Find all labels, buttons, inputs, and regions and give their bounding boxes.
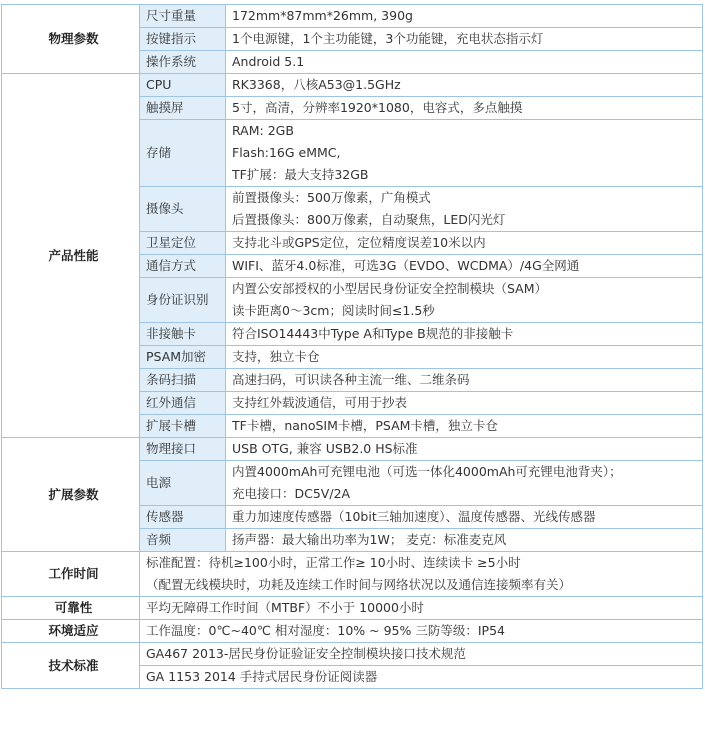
category-label: 环境适应	[2, 620, 140, 643]
category-label: 扩展参数	[2, 438, 140, 552]
spec-key: 非接触卡	[140, 323, 226, 346]
spec-value	[226, 506, 703, 529]
spec-value	[226, 438, 703, 461]
spec-value-line: 重力加速度传感器（10bit三轴加速度）、温度传感器、光线传感器	[232, 509, 596, 524]
spec-value	[226, 529, 703, 552]
spec-value-line: TF扩展：最大支持32GB	[232, 167, 369, 182]
spec-key: PSAM加密	[140, 346, 226, 369]
spec-key: 身份证识别	[140, 278, 226, 323]
spec-value	[226, 278, 703, 323]
spec-value-line: USB OTG, 兼容 USB2.0 HS标准	[232, 441, 418, 456]
spec-value-line: 平均无障碍工作时间（MTBF）不小于 10000小时	[146, 600, 424, 615]
spec-value-line: RAM: 2GB	[232, 123, 294, 138]
spec-key: 摄像头	[140, 187, 226, 232]
spec-key: 电源	[140, 461, 226, 506]
spec-value-line: Flash:16G eMMC,	[232, 145, 341, 160]
spec-value-line: 支持，独立卡仓	[232, 349, 320, 364]
spec-value: GA467 2013-居民身份证验证安全控制模块接口技术规范	[140, 643, 703, 666]
spec-value-line: 工作温度：0℃~40℃ 相对湿度：10% ~ 95% 三防等级：IP54	[146, 623, 505, 638]
spec-value	[140, 620, 703, 643]
spec-value	[140, 597, 703, 620]
spec-value	[226, 323, 703, 346]
category-label: 可靠性	[2, 597, 140, 620]
spec-value	[226, 232, 703, 255]
spec-value-line: 支持北斗或GPS定位，定位精度误差10米以内	[232, 235, 486, 250]
spec-value-line: 内置公安部授权的小型居民身份证安全控制模块（SAM）	[232, 281, 548, 296]
spec-value-line: 5寸，高清，分辨率1920*1080，电容式，多点触摸	[232, 100, 523, 115]
spec-row	[2, 438, 703, 461]
spec-value-line: 高速扫码，可识读各种主流一维、二维条码	[232, 372, 470, 387]
spec-row	[2, 643, 703, 666]
spec-key: 物理接口	[140, 438, 226, 461]
spec-table-body	[2, 5, 703, 689]
spec-key: 尺寸重量	[140, 5, 226, 28]
spec-value-line: 符合ISO14443中Type A和Type B规范的非接触卡	[232, 326, 514, 341]
spec-value-line: 读卡距离0～3cm；阅读时间≤1.5秒	[232, 303, 435, 318]
spec-value-line: 充电接口：DC5V/2A	[232, 486, 351, 501]
spec-key: 按键指示	[140, 28, 226, 51]
category-label: 物理参数	[2, 5, 140, 74]
spec-value	[226, 187, 703, 232]
spec-value-line: 172mm*87mm*26mm, 390g	[232, 8, 413, 23]
spec-value	[226, 346, 703, 369]
spec-value	[226, 28, 703, 51]
spec-value-line: 标准配置：待机≥100小时，正常工作≥ 10小时、连续读卡 ≥5小时	[146, 555, 521, 570]
spec-key: 通信方式	[140, 255, 226, 278]
spec-value	[226, 5, 703, 28]
spec-row	[2, 74, 703, 97]
spec-key: CPU	[140, 74, 226, 97]
spec-row	[2, 552, 703, 597]
spec-value-line: WIFI、蓝牙4.0标准，可选3G（EVDO、WCDMA）/4G全网通	[232, 258, 580, 273]
spec-key: 传感器	[140, 506, 226, 529]
spec-value	[226, 392, 703, 415]
spec-row	[2, 597, 703, 620]
spec-value-line: 1个电源键，1个主功能键，3个功能键，充电状态指示灯	[232, 31, 544, 46]
spec-value	[226, 51, 703, 74]
spec-key: 扩展卡槽	[140, 415, 226, 438]
spec-value	[226, 97, 703, 120]
spec-table	[1, 4, 703, 689]
spec-value-line: RK3368，八核A53@1.5GHz	[232, 77, 401, 92]
spec-key: 条码扫描	[140, 369, 226, 392]
spec-value	[226, 415, 703, 438]
spec-value	[140, 552, 703, 597]
spec-key: 触摸屏	[140, 97, 226, 120]
spec-value-line: Android 5.1	[232, 54, 305, 69]
spec-value	[226, 74, 703, 97]
spec-value-line: 内置4000mAh可充锂电池（可选一体化4000mAh可充锂电池背夹）；	[232, 464, 622, 479]
spec-value-line: 后置摄像头：800万像素，自动聚焦，LED闪光灯	[232, 212, 506, 227]
spec-key: 存储	[140, 120, 226, 187]
spec-value-line: 前置摄像头：500万像素，广角模式	[232, 190, 431, 205]
spec-value-line: TF卡槽，nanoSIM卡槽，PSAM卡槽，独立卡仓	[232, 418, 498, 433]
spec-value: GA 1153 2014 手持式居民身份证阅读器	[140, 666, 703, 689]
spec-value-line: 扬声器：最大输出功率为1W； 麦克：标准麦克风	[232, 532, 507, 547]
spec-row	[2, 620, 703, 643]
spec-value	[226, 369, 703, 392]
spec-key: 红外通信	[140, 392, 226, 415]
spec-value	[226, 120, 703, 187]
spec-value	[226, 255, 703, 278]
spec-row	[2, 5, 703, 28]
spec-value	[226, 461, 703, 506]
spec-key: 操作系统	[140, 51, 226, 74]
category-label: 产品性能	[2, 74, 140, 438]
spec-value-line: （配置无线模块时，功耗及连续工作时间与网络状况以及通信连接频率有关）	[146, 577, 572, 592]
spec-key: 音频	[140, 529, 226, 552]
category-label: 技术标准	[2, 643, 140, 689]
category-label: 工作时间	[2, 552, 140, 597]
spec-value-line: 支持红外载波通信，可用于抄表	[232, 395, 408, 410]
spec-key: 卫星定位	[140, 232, 226, 255]
